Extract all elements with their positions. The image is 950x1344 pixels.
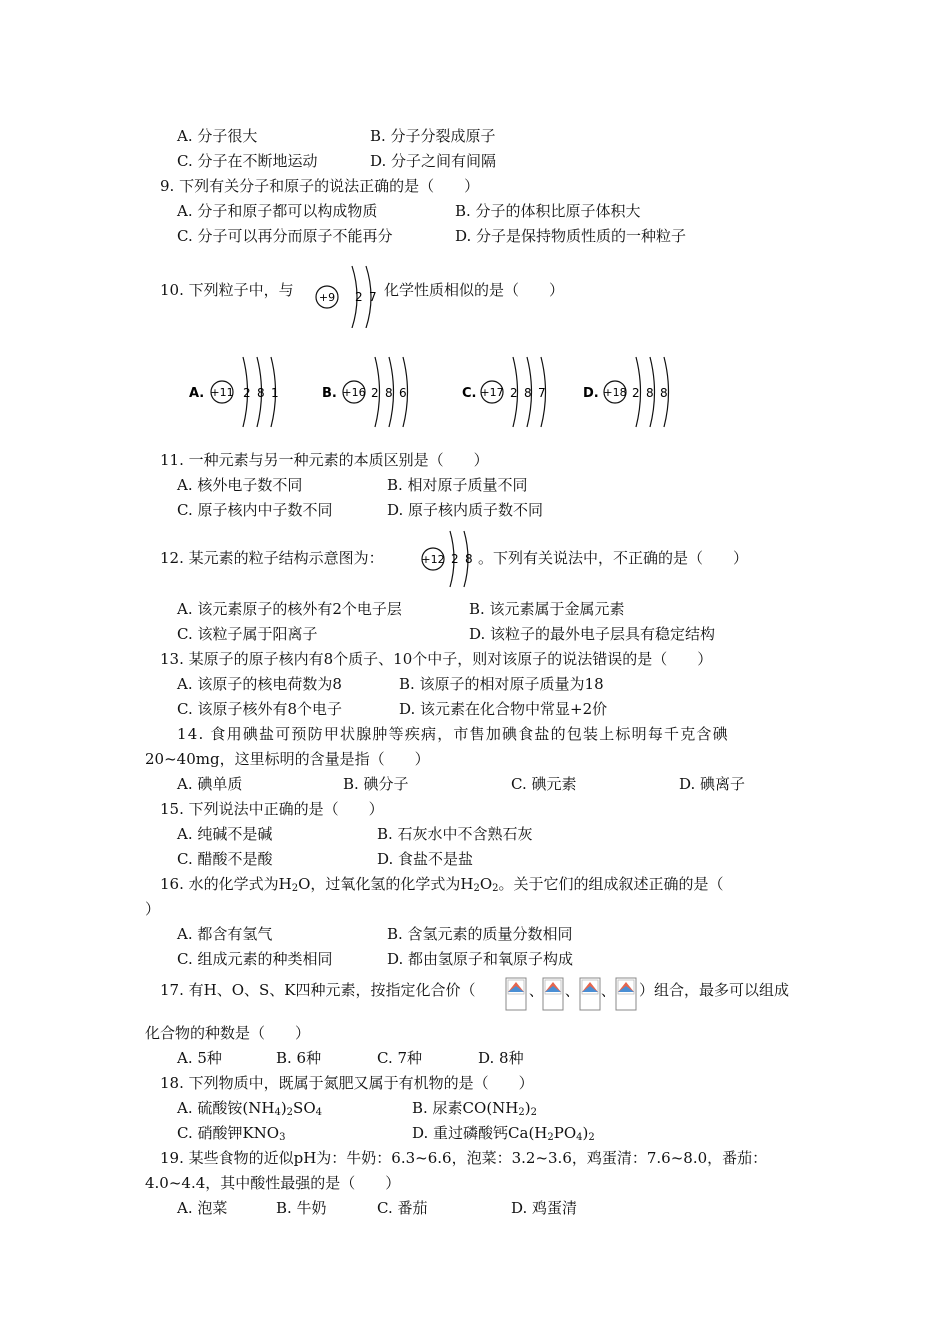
q9-option-d: D. 分子是保持物质性质的一种粒子: [455, 227, 687, 245]
q15-option-a: A. 纯碱不是碱: [177, 825, 273, 843]
shell-electrons: 2: [451, 552, 459, 566]
q19-option-c: C. 番茄: [377, 1199, 428, 1217]
q19-option-b: B. 牛奶: [276, 1199, 327, 1217]
q19-option-d: D. 鸡蛋清: [511, 1199, 578, 1217]
q16-option-c: C. 组成元素的种类相同: [177, 950, 333, 968]
q17-option-b: B. 6种: [276, 1049, 322, 1067]
q18-option-c: C. 硝酸钾$KNO_3$: [177, 1124, 286, 1143]
q10-given-atom-diagram: [312, 258, 382, 328]
q14-option-d: D. 碘离子: [679, 775, 746, 793]
q16-option-d: D. 都由氢原子和氧原子构成: [387, 950, 574, 968]
nucleus-charge: +12: [421, 553, 445, 566]
shell-electrons: 1: [271, 386, 279, 400]
q17-option-a: A. 5种: [177, 1049, 222, 1067]
q10-option-b-diagram: [322, 352, 432, 432]
shell-electrons: 8: [660, 386, 668, 400]
shell-electrons: 7: [538, 386, 546, 400]
broken-image-icon: [543, 978, 563, 1010]
q18-stem: 18. 下列物质中，既属于氮肥又属于有机物的是（ ）: [160, 1074, 534, 1092]
nucleus-charge: +11: [210, 386, 234, 399]
q13-option-a: A. 该原子的核电荷数为8: [177, 675, 342, 693]
q18-option-a: A. 硫酸铵$(NH_4)_2SO_4$: [177, 1099, 322, 1118]
q14-option-c: C. 碘元素: [511, 775, 577, 793]
q18-option-d: D. 重过磷酸钙$Ca(H_2PO_4)_2$: [412, 1124, 595, 1143]
q12-option-b: B. 该元素属于金属元素: [469, 600, 625, 618]
shell-electrons: 8: [385, 386, 393, 400]
broken-image-icon: [506, 978, 526, 1010]
shell-electrons: 2: [243, 386, 251, 400]
nucleus-charge: +17: [480, 386, 504, 399]
shell-electrons: 2: [510, 386, 518, 400]
q12-stem-post: 。下列有关说法中，不正确的是（ ）: [478, 549, 749, 567]
option-letter: A.: [189, 386, 205, 401]
q14-option-a: A. 碘单质: [177, 775, 243, 793]
shell-electrons: 8: [646, 386, 654, 400]
q12-option-d: D. 该粒子的最外电子层具有稳定结构: [469, 625, 716, 643]
shell-electrons: 2: [632, 386, 640, 400]
q17-stem-pre: 17. 有H、O、S、K四种元素，按指定化合价（: [160, 981, 476, 999]
q11-option-b: B. 相对原子质量不同: [387, 476, 528, 494]
broken-image-icon: [616, 978, 636, 1010]
separator: 、: [601, 984, 615, 1000]
shell-electrons: 7: [369, 290, 377, 304]
nucleus-charge: +16: [342, 386, 366, 399]
q13-stem: 13. 某原子的原子核内有8个质子、10个中子，则对该原子的说法错误的是（ ）: [160, 650, 713, 668]
q10-option-c-diagram: [462, 352, 572, 432]
nucleus-charge: +9: [318, 291, 336, 304]
q13-option-d: D. 该元素在化合物中常显+2价: [399, 700, 608, 718]
q14-stem-line2: 20~40mg，这里标明的含量是指（ ）: [145, 750, 430, 768]
q8-option-c: C. 分子在不断地运动: [177, 152, 318, 170]
shell-electrons: 8: [465, 552, 473, 566]
separator: 、: [565, 984, 579, 1000]
q16-stem-line1: 16. 水的化学式为$H_2O$，过氧化氢的化学式为$H_2O_2$。关于它们的组成叙述正确的是（: [160, 875, 724, 894]
q16-option-a: A. 都含有氢气: [177, 925, 273, 943]
q19-stem-line1: 19. 某些食物的近似pH为：牛奶：6.3~6.6，泡菜：3.2~3.6，鸡蛋清：7.6~8.0，番茄：: [160, 1149, 768, 1167]
q15-option-b: B. 石灰水中不含熟石灰: [377, 825, 533, 843]
q18-option-b: B. 尿素$CO(NH_2)_2$: [412, 1099, 538, 1118]
q17-option-d: D. 8种: [478, 1049, 524, 1067]
q15-option-d: D. 食盐不是盐: [377, 850, 474, 868]
shell-electrons: 8: [524, 386, 532, 400]
q12-stem-pre: 12. 某元素的粒子结构示意图为：: [160, 549, 384, 567]
nucleus-charge: +18: [603, 386, 627, 399]
q11-option-c: C. 原子核内中子数不同: [177, 501, 333, 519]
q9-option-c: C. 分子可以再分而原子不能再分: [177, 227, 393, 245]
q12-option-a: A. 该元素原子的核外有2个电子层: [177, 600, 402, 618]
q13-option-b: B. 该原子的相对原子质量为18: [399, 675, 604, 693]
broken-image-icon: [580, 978, 600, 1010]
q12-option-c: C. 该粒子属于阳离子: [177, 625, 318, 643]
q17-option-c: C. 7种: [377, 1049, 423, 1067]
q8-option-b: B. 分子分裂成原子: [370, 127, 496, 145]
option-letter: D.: [583, 386, 599, 401]
q9-stem: 9. 下列有关分子和原子的说法正确的是（ ）: [160, 177, 480, 195]
q19-stem-line2: 4.0~4.4，其中酸性最强的是（ ）: [145, 1174, 401, 1192]
q16-option-b: B. 含氢元素的质量分数相同: [387, 925, 573, 943]
shell-electrons: 2: [371, 386, 379, 400]
q11-option-d: D. 原子核内质子数不同: [387, 501, 544, 519]
q11-option-a: A. 核外电子数不同: [177, 476, 303, 494]
shell-electrons: 6: [399, 386, 407, 400]
q17-valence-images: [503, 974, 653, 1014]
q15-stem: 15. 下列说法中正确的是（ ）: [160, 800, 384, 818]
q10-stem-pre: 10. 下列粒子中，与: [160, 281, 294, 299]
q15-option-c: C. 醋酸不是酸: [177, 850, 273, 868]
shell-electrons: 2: [355, 290, 363, 304]
shell-electrons: 8: [257, 386, 265, 400]
q19-option-a: A. 泡菜: [177, 1199, 228, 1217]
q12-given-atom-diagram: [420, 528, 480, 590]
q8-option-d: D. 分子之间有间隔: [370, 152, 497, 170]
q10-option-d-diagram: [583, 352, 693, 432]
option-letter: B.: [322, 386, 337, 401]
option-letter: C.: [462, 386, 477, 401]
q13-option-c: C. 该原子核外有8个电子: [177, 700, 343, 718]
q8-option-a: A. 分子很大: [177, 127, 258, 145]
q17-stem-post: ）组合，最多可以组成: [639, 981, 790, 999]
q11-stem: 11. 一种元素与另一种元素的本质区别是（ ）: [160, 451, 489, 469]
q16-stem-line2: ）: [145, 900, 161, 918]
q10-stem-post: 化学性质相似的是（ ）: [384, 281, 565, 299]
q14-option-b: B. 碘分子: [343, 775, 409, 793]
q9-option-b: B. 分子的体积比原子体积大: [455, 202, 641, 220]
q14-stem-line1: 14. 食用碘盐可预防甲状腺肿等疾病，市售加碘食盐的包装上标明每千克含碘: [177, 725, 729, 743]
q10-option-a-diagram: [185, 352, 295, 432]
q17-stem-line2: 化合物的种数是（ ）: [145, 1024, 311, 1042]
q9-option-a: A. 分子和原子都可以构成物质: [177, 202, 378, 220]
separator: 、: [529, 984, 543, 1000]
